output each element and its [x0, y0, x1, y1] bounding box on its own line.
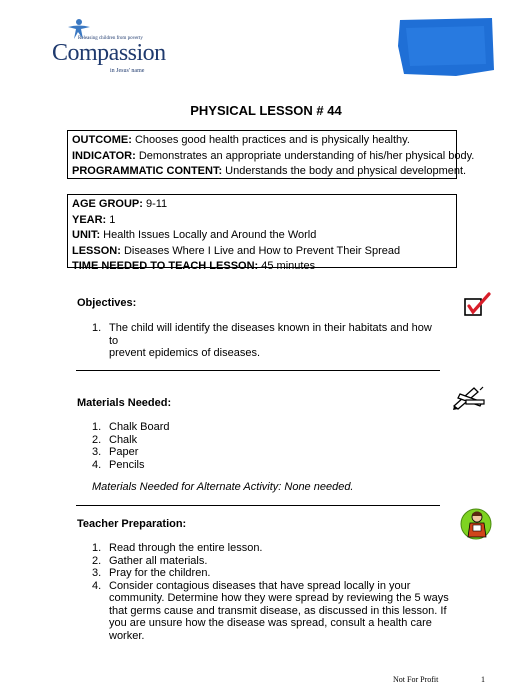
age-text: 9-11 [142, 198, 168, 210]
outcome-label: OUTCOME: [72, 134, 132, 146]
outcome-text: Chooses good health practices and is physically healthy. [131, 134, 410, 146]
lesson-title: PHYSICAL LESSON # 44 [190, 103, 342, 118]
year-text: 1 [106, 213, 116, 226]
materials-heading: Materials Needed: [77, 397, 172, 409]
item-number: 1. [92, 542, 102, 554]
list-item [92, 322, 442, 360]
age-row [72, 197, 452, 213]
outcome-row [72, 133, 452, 149]
checkbox-check-icon [463, 292, 491, 318]
blue-paint-patch [396, 16, 496, 78]
materials-list [92, 421, 170, 471]
list-item [92, 567, 454, 580]
item-line: Read through the entire lesson. [109, 542, 263, 554]
list-item [92, 542, 454, 555]
item-line: community. Determine how they were spread by reviewing the 5 ways [109, 592, 449, 604]
unit-label: UNIT: [72, 229, 101, 241]
logo-wordmark: Compassion [52, 40, 166, 66]
item-text: Paper [109, 446, 139, 458]
footer-label: Not For Profit [393, 675, 439, 684]
item-line: Pray for the children. [109, 567, 211, 579]
item-number: 4. [92, 579, 102, 592]
list-item [92, 434, 170, 447]
item-line: The child will identify the diseases known in their habitats and how to [109, 322, 432, 347]
item-number: 2. [92, 554, 102, 567]
teacher-icon [459, 506, 493, 542]
year-row [72, 213, 452, 229]
indicator-label: INDICATOR: [72, 149, 136, 162]
outcome-box [67, 130, 475, 179]
item-line: that germs cause and transmit disease, as discussed in this lesson. If [109, 604, 447, 617]
item-text: Chalk [109, 433, 138, 446]
list-item [92, 446, 170, 459]
list-item [92, 459, 170, 472]
indicator-row [72, 149, 475, 165]
list-item [92, 580, 454, 643]
lesson-text: Diseases Where I Live and How to Prevent Their Spread [120, 244, 401, 257]
alternate-materials: Materials Needed for Alternate Activity: None needed. [92, 481, 354, 493]
unit-row [72, 228, 452, 244]
item-number: 1. [92, 322, 102, 334]
year-label: YEAR: [72, 213, 107, 226]
pencils-icon [452, 384, 486, 410]
item-line: worker. [109, 629, 145, 642]
lesson-info-box [67, 194, 457, 272]
item-number: 4. [92, 458, 102, 471]
program-row [72, 164, 467, 180]
logo-subline: in Jesus' name [110, 68, 145, 74]
program-text: Understands the body and physical development. [222, 165, 467, 177]
item-line: you are unsure how the disease was spread, consult a health care [109, 617, 432, 629]
age-label: AGE GROUP: [72, 198, 143, 210]
item-number: 3. [92, 446, 102, 458]
lesson-label: LESSON: [72, 244, 121, 257]
item-number: 2. [92, 433, 102, 446]
item-number: 1. [92, 421, 102, 433]
preparation-list [92, 542, 454, 642]
item-text: Chalk Board [109, 421, 170, 433]
time-text: 45 minutes [258, 260, 316, 272]
lesson-row [72, 244, 452, 260]
program-label: PROGRAMMATIC CONTENT: [72, 165, 223, 177]
time-row [72, 259, 452, 275]
list-item [92, 421, 170, 434]
indicator-text: Demonstrates an appropriate understanding of his/her physical body. [135, 149, 475, 162]
item-line: Consider contagious diseases that have spread locally in your [109, 579, 411, 592]
preparation-heading: Teacher Preparation: [77, 518, 187, 530]
objectives-heading: Objectives: [77, 297, 137, 309]
item-number: 3. [92, 567, 102, 579]
section-divider [76, 370, 440, 371]
list-item [92, 555, 454, 568]
item-line: Gather all materials. [109, 554, 208, 567]
objectives-list [92, 322, 442, 360]
item-line: prevent epidemics of diseases. [109, 347, 261, 359]
unit-text: Health Issues Locally and Around the World [100, 229, 317, 241]
page-number: 1 [481, 675, 485, 684]
time-label: TIME NEEDED TO TEACH LESSON: [72, 260, 259, 272]
section-divider [76, 505, 440, 506]
compassion-logo [50, 18, 170, 74]
item-text: Pencils [109, 458, 145, 471]
logo-tagline: Releasing children from poverty [78, 36, 143, 41]
